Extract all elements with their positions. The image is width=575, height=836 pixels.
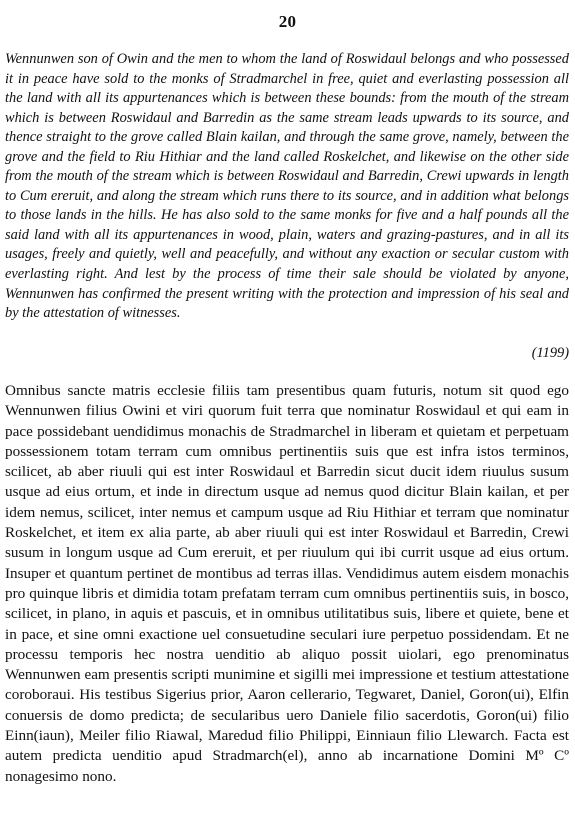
- charter-date: (1199): [531, 345, 569, 361]
- english-translation-paragraph: Wennunwen son of Owin and the men to whom the land of Roswidaul belongs and who possessed it in peace have sold to the monks of Stradmarchel in free, quiet and everlasting possession all the land with all its appurtenances which is between these bounds: from the mouth of the stream which is between Roswidaul and Barredin as the same stream leads upwards to its source, and thence straight to the grove called Blain kailan, and through the same grove, namely, between the grove and the field to Riu Hithiar and the land called Roskelchet, and likewise on the other side from the mouth of the stream which is between Roswidaul and Barredin, Crewi upwards in length to Cum ereruit, and along the stream which runs there to its source, and in addition what belongs to those lands in the hills. He has also sold to the same monks for five and a half pounds all the said land with all its appurtenances in wood, plain, waters and grazing-pastures, and in all its usages, freely and quietly, well and peacefully, and without any exaction or secular custom with everlasting right. And lest by the process of time their sale should be violated by anyone, Wennunwen has confirmed the present writing with the protection and impression of his seal and by the attestation of witnesses.: [5, 51, 569, 322]
- latin-charter-text: Omnibus sancte matris ecclesie filiis tam presentibus quam futuris, notum sit quod ego Wennunwen filius Owini et viri quorum fuit terra que nominatur Roswidaul et qui eam in pace possidebant uendidimus monachis de Stradmarchel in liberam et quietam et perpetuam possessionem totam terram cum omnibus pertinentiis suis que est infra istos terminos, scilicet, ab aber riuuli qui est inter Roswidaul et Barredin sicut ducit idem riuulus susum usque ad eius ortum, et inde in directum usque ad nemus quod dicitur Blain kailan, et per idem nemus, scilicet, inter nemus et campum usque ad Riu Hithiar et terram que nominatur Roskelchet, et item ex alia parte, ab aber riuuli qui est inter Roswidaul et Barredin, Crewi susum in longum usque ad Cum ereruit, et per riuulum qui ibi currit usque ad eius ortum. Insuper et quantum pertinet de montibus ad terras illas. Vendidimus autem eisdem monachis pro quinque libris et dimidia totam prefatam terram cum omnibus pertinentiis suis, in bosco, scilicet, in plano, in aquis et pascuis, et in omnibus utilitatibus suis, libere et quiete, bene et in pace, et sine omni exactione uel consuetudine seculari iure perpetuo possidendam. Et ne processu temporis hec nostra uenditio ab aliquo possit uiolari, ego prenominatus Wennunwen eam presentis scripti munimine et sigilli mei impressione et testium attestatione coroboraui. His testibus Sigerius prior, Aaron cellerario, Tegwaret, Daniel, Goron(ui), Elfin conuersis de domo predicta; de secularibus uero Daniele filio sacerdotis, Goron(ui) filio Einn(iaun), Meiler filio Riawal, Maredud filio Philippi, Einniaun filio Llewarch. Facta est autem predicta uenditio apud Stradmarch(el), anno ab incarnatione Domini Mº Cº nonagesimo nono.: [5, 382, 569, 785]
- page-number: 20: [278, 12, 297, 31]
